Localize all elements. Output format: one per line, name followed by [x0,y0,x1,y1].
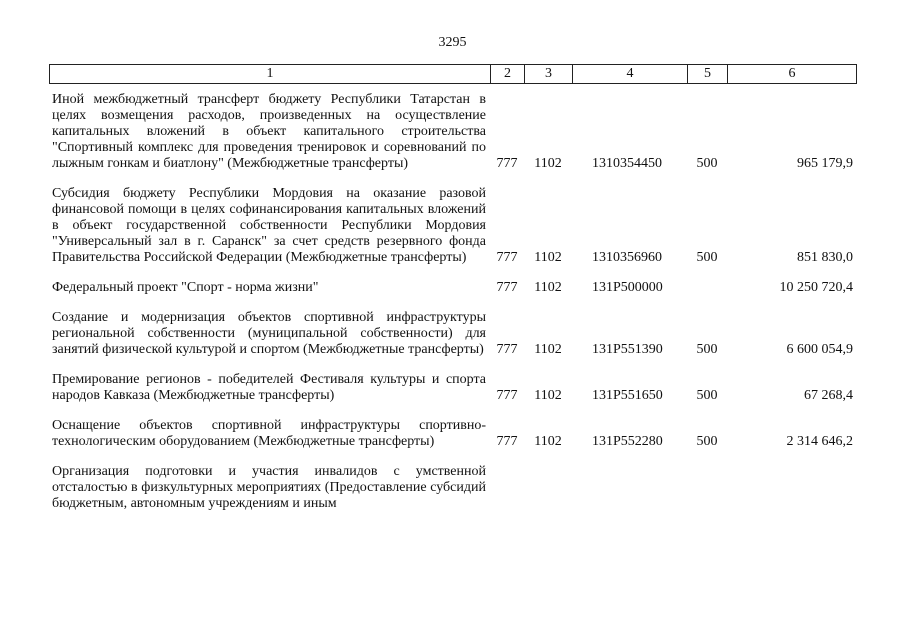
row-expense-type: 500 [696,156,718,171]
header-col-2: 2 [491,65,525,84]
row-amount [727,464,856,512]
row-description: Организация подготовки и участия инвалидов с умственной отсталостью в физкультурных мероприятиях (Предоставление субсидий бюджетным, автономным учреждениям и иным [52,464,486,511]
row-amount: 965 179,9 [797,156,853,171]
row-target-code: 131P551390 [592,342,663,357]
row-ministry-code: 777 [496,434,518,449]
row-target-code: 1310354450 [592,156,662,171]
row-amount: 851 830,0 [797,250,853,265]
table-row [49,280,856,310]
header-col-4: 4 [573,65,688,84]
row-target-code [572,464,687,512]
row-amount: 67 268,4 [804,388,853,403]
row-section-code: 1102 [534,434,562,449]
budget-table [49,92,856,512]
row-section-code: 1102 [534,250,562,265]
header-col-1: 1 [50,65,491,84]
row-ministry-code: 777 [496,250,518,265]
row-description: Иной межбюджетный трансферт бюджету Республики Татарстан в целях возмещения расходов, произведенных на осуществление капитальных вложений в объект капитального строительства "Спортивный комплекс для проведения тренировок и соревнований по лыжным гонкам и биатлону" (Межбюджетные трансферты) [52,92,486,171]
row-amount: 10 250 720,4 [779,280,853,295]
page-number: 3295 [438,35,467,50]
table-row [49,464,856,512]
row-description: Субсидия бюджету Республики Мордовия на оказание разовой финансовой помощи в целях софинансирования капитальных вложений в объект государственной собственности Республики Мордовия "Универсальный зал в г. Саранск" за счет средств резервного фонда Правительства Российской Федерации (Межбюджетные трансферты) [52,186,486,265]
row-section-code: 1102 [534,280,562,295]
row-amount: 6 600 054,9 [786,342,853,357]
row-section-code: 1102 [534,388,562,403]
row-target-code: 131P551650 [592,388,663,403]
row-section-code [524,464,572,512]
row-target-code: 131P500000 [592,280,663,295]
row-expense-type: 500 [696,388,718,403]
column-header-row [50,65,857,84]
row-target-code: 1310356960 [592,250,662,265]
row-ministry-code: 777 [496,342,518,357]
row-section-code: 1102 [534,342,562,357]
row-section-code: 1102 [534,156,562,171]
row-ministry-code: 777 [496,156,518,171]
row-ministry-code [490,464,524,512]
row-description: Создание и модернизация объектов спортивной инфраструктуры региональной собственности (муниципальной собственности) для занятий физической культурой и спортом (Межбюджетные трансферты) [52,310,486,357]
row-expense-type: 500 [696,342,718,357]
header-col-5: 5 [688,65,728,84]
header-col-6: 6 [728,65,857,84]
row-expense-type [687,464,727,512]
header-col-3: 3 [525,65,573,84]
row-ministry-code: 777 [496,280,518,295]
row-expense-type: 500 [696,250,718,265]
table-row [49,372,856,418]
row-description: Федеральный проект "Спорт - норма жизни" [52,280,319,295]
table-row [49,92,856,186]
row-expense-type [687,280,727,310]
row-expense-type: 500 [696,434,718,449]
row-ministry-code: 777 [496,388,518,403]
table-row [49,186,856,280]
row-description: Оснащение объектов спортивной инфраструктуры спортивно-технологическим оборудованием (Межбюджетные трансферты) [52,418,486,449]
row-amount: 2 314 646,2 [786,434,853,449]
column-header-table [49,64,857,84]
row-description: Премирование регионов - победителей Фестиваля культуры и спорта народов Кавказа (Межбюджетные трансферты) [52,372,486,403]
table-row [49,418,856,464]
table-row [49,310,856,372]
row-target-code: 131P552280 [592,434,663,449]
